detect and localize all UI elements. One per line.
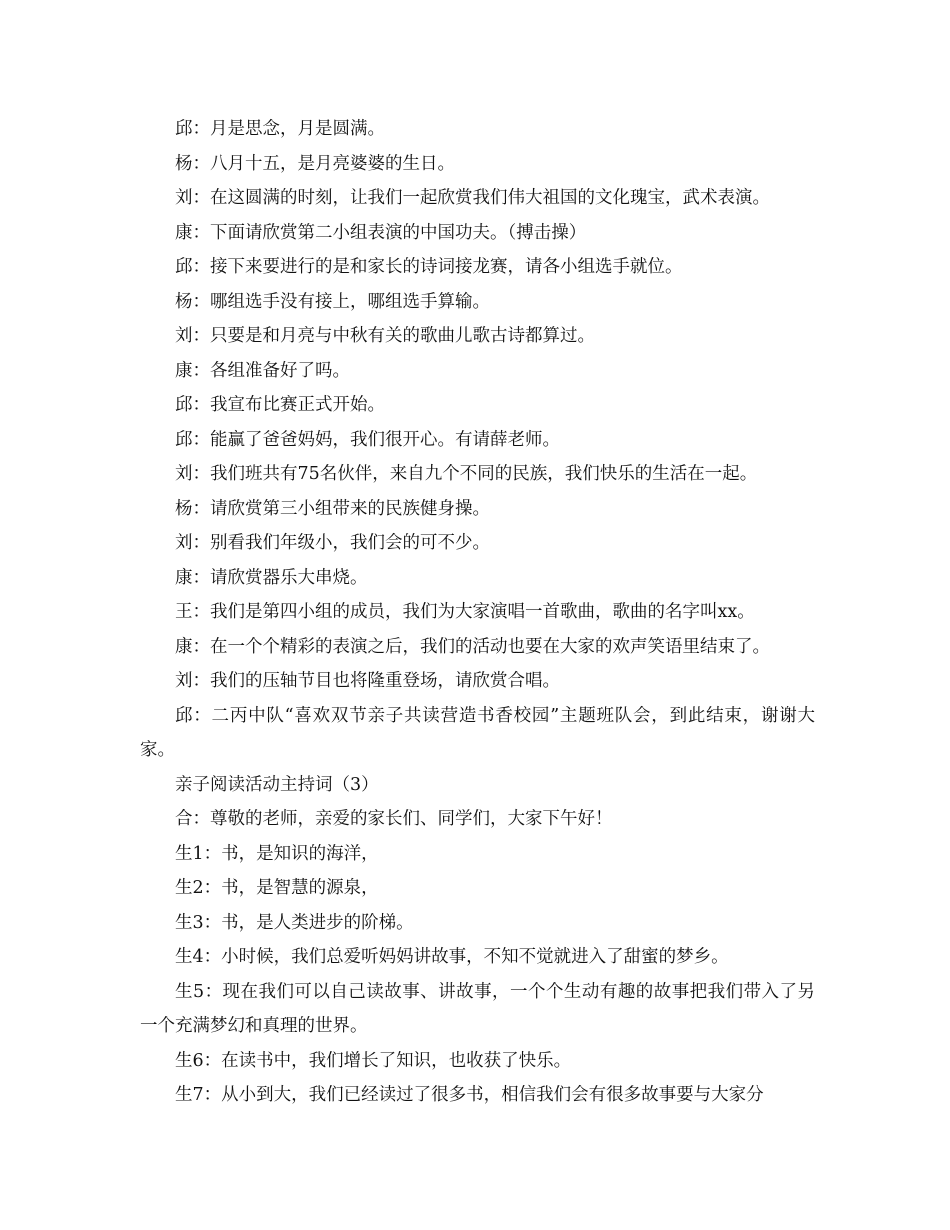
- paragraph: 邱：能赢了爸爸妈妈，我们很开心。有请薛老师。: [175, 429, 560, 450]
- paragraph: 生1：书，是知识的海洋，: [175, 843, 379, 864]
- section-heading: 亲子阅读活动主持词（3）: [175, 774, 379, 795]
- paragraph: 王：我们是第四小组的成员，我们为大家演唱一首歌曲，歌曲的名字叫xx。: [175, 602, 755, 622]
- paragraph: 杨：哪组选手没有接上，哪组选手算输。: [175, 291, 490, 312]
- paragraph: 生5：现在我们可以自己读故事、讲故事，一个个生动有趣的故事把我们带入了另一个充满梦幻和真理的世界。: [140, 981, 815, 1036]
- paragraph: 康：在一个个精彩的表演之后，我们的活动也要在大家的欢声笑语里结束了。: [175, 636, 770, 657]
- paragraph: 刘：别看我们年级小，我们会的可不少。: [175, 533, 490, 553]
- paragraph: 生3：书，是人类进步的阶梯。: [175, 912, 414, 933]
- paragraph: 刘：我们班共有75名伙伴，来自九个不同的民族，我们快乐的生活在一起。: [175, 464, 758, 484]
- paragraph: 康：下面请欣赏第二小组表演的中国功夫。（搏击操）: [175, 222, 587, 243]
- paragraph: 刘：我们的压轴节目也将隆重登场，请欣赏合唱。: [175, 671, 560, 691]
- paragraph: 生7：从小到大，我们已经读过了很多书，相信我们会有很多故事要与大家分: [175, 1085, 764, 1105]
- paragraph: 刘：在这圆满的时刻，让我们一起欣赏我们伟大祖国的文化瑰宝，武术表演。: [175, 188, 770, 208]
- paragraph: 合：尊敬的老师，亲爱的家长们、同学们，大家下午好！: [175, 809, 613, 829]
- paragraph: 杨：请欣赏第三小组带来的民族健身操。: [175, 498, 490, 519]
- document-body: [140, 112, 815, 1113]
- paragraph: 康：请欣赏器乐大串烧。: [175, 567, 368, 588]
- paragraph: 生4：小时候，我们总爱听妈妈讲故事，不知不觉就进入了甜蜜的梦乡。: [175, 947, 729, 967]
- paragraph: 邱：二丙中队“喜欢双节亲子共读营造书香校园”主题班队会，到此结束，谢谢大家。: [140, 705, 815, 760]
- paragraph: 康：各组准备好了吗。: [175, 360, 350, 381]
- paragraph: 杨：八月十五，是月亮婆婆的生日。: [175, 153, 455, 174]
- paragraph: 刘：只要是和月亮与中秋有关的歌曲儿歌古诗都算过。: [175, 326, 595, 346]
- paragraph: 邱：我宣布比赛正式开始。: [175, 395, 385, 415]
- paragraph: 邱：月是思念，月是圆满。: [175, 119, 385, 139]
- paragraph: 生6：在读书中，我们增长了知识，也收获了快乐。: [175, 1050, 572, 1071]
- paragraph: 邱：接下来要进行的是和家长的诗词接龙赛，请各小组选手就位。: [175, 257, 683, 277]
- paragraph: 生2：书，是智慧的源泉，: [175, 878, 379, 898]
